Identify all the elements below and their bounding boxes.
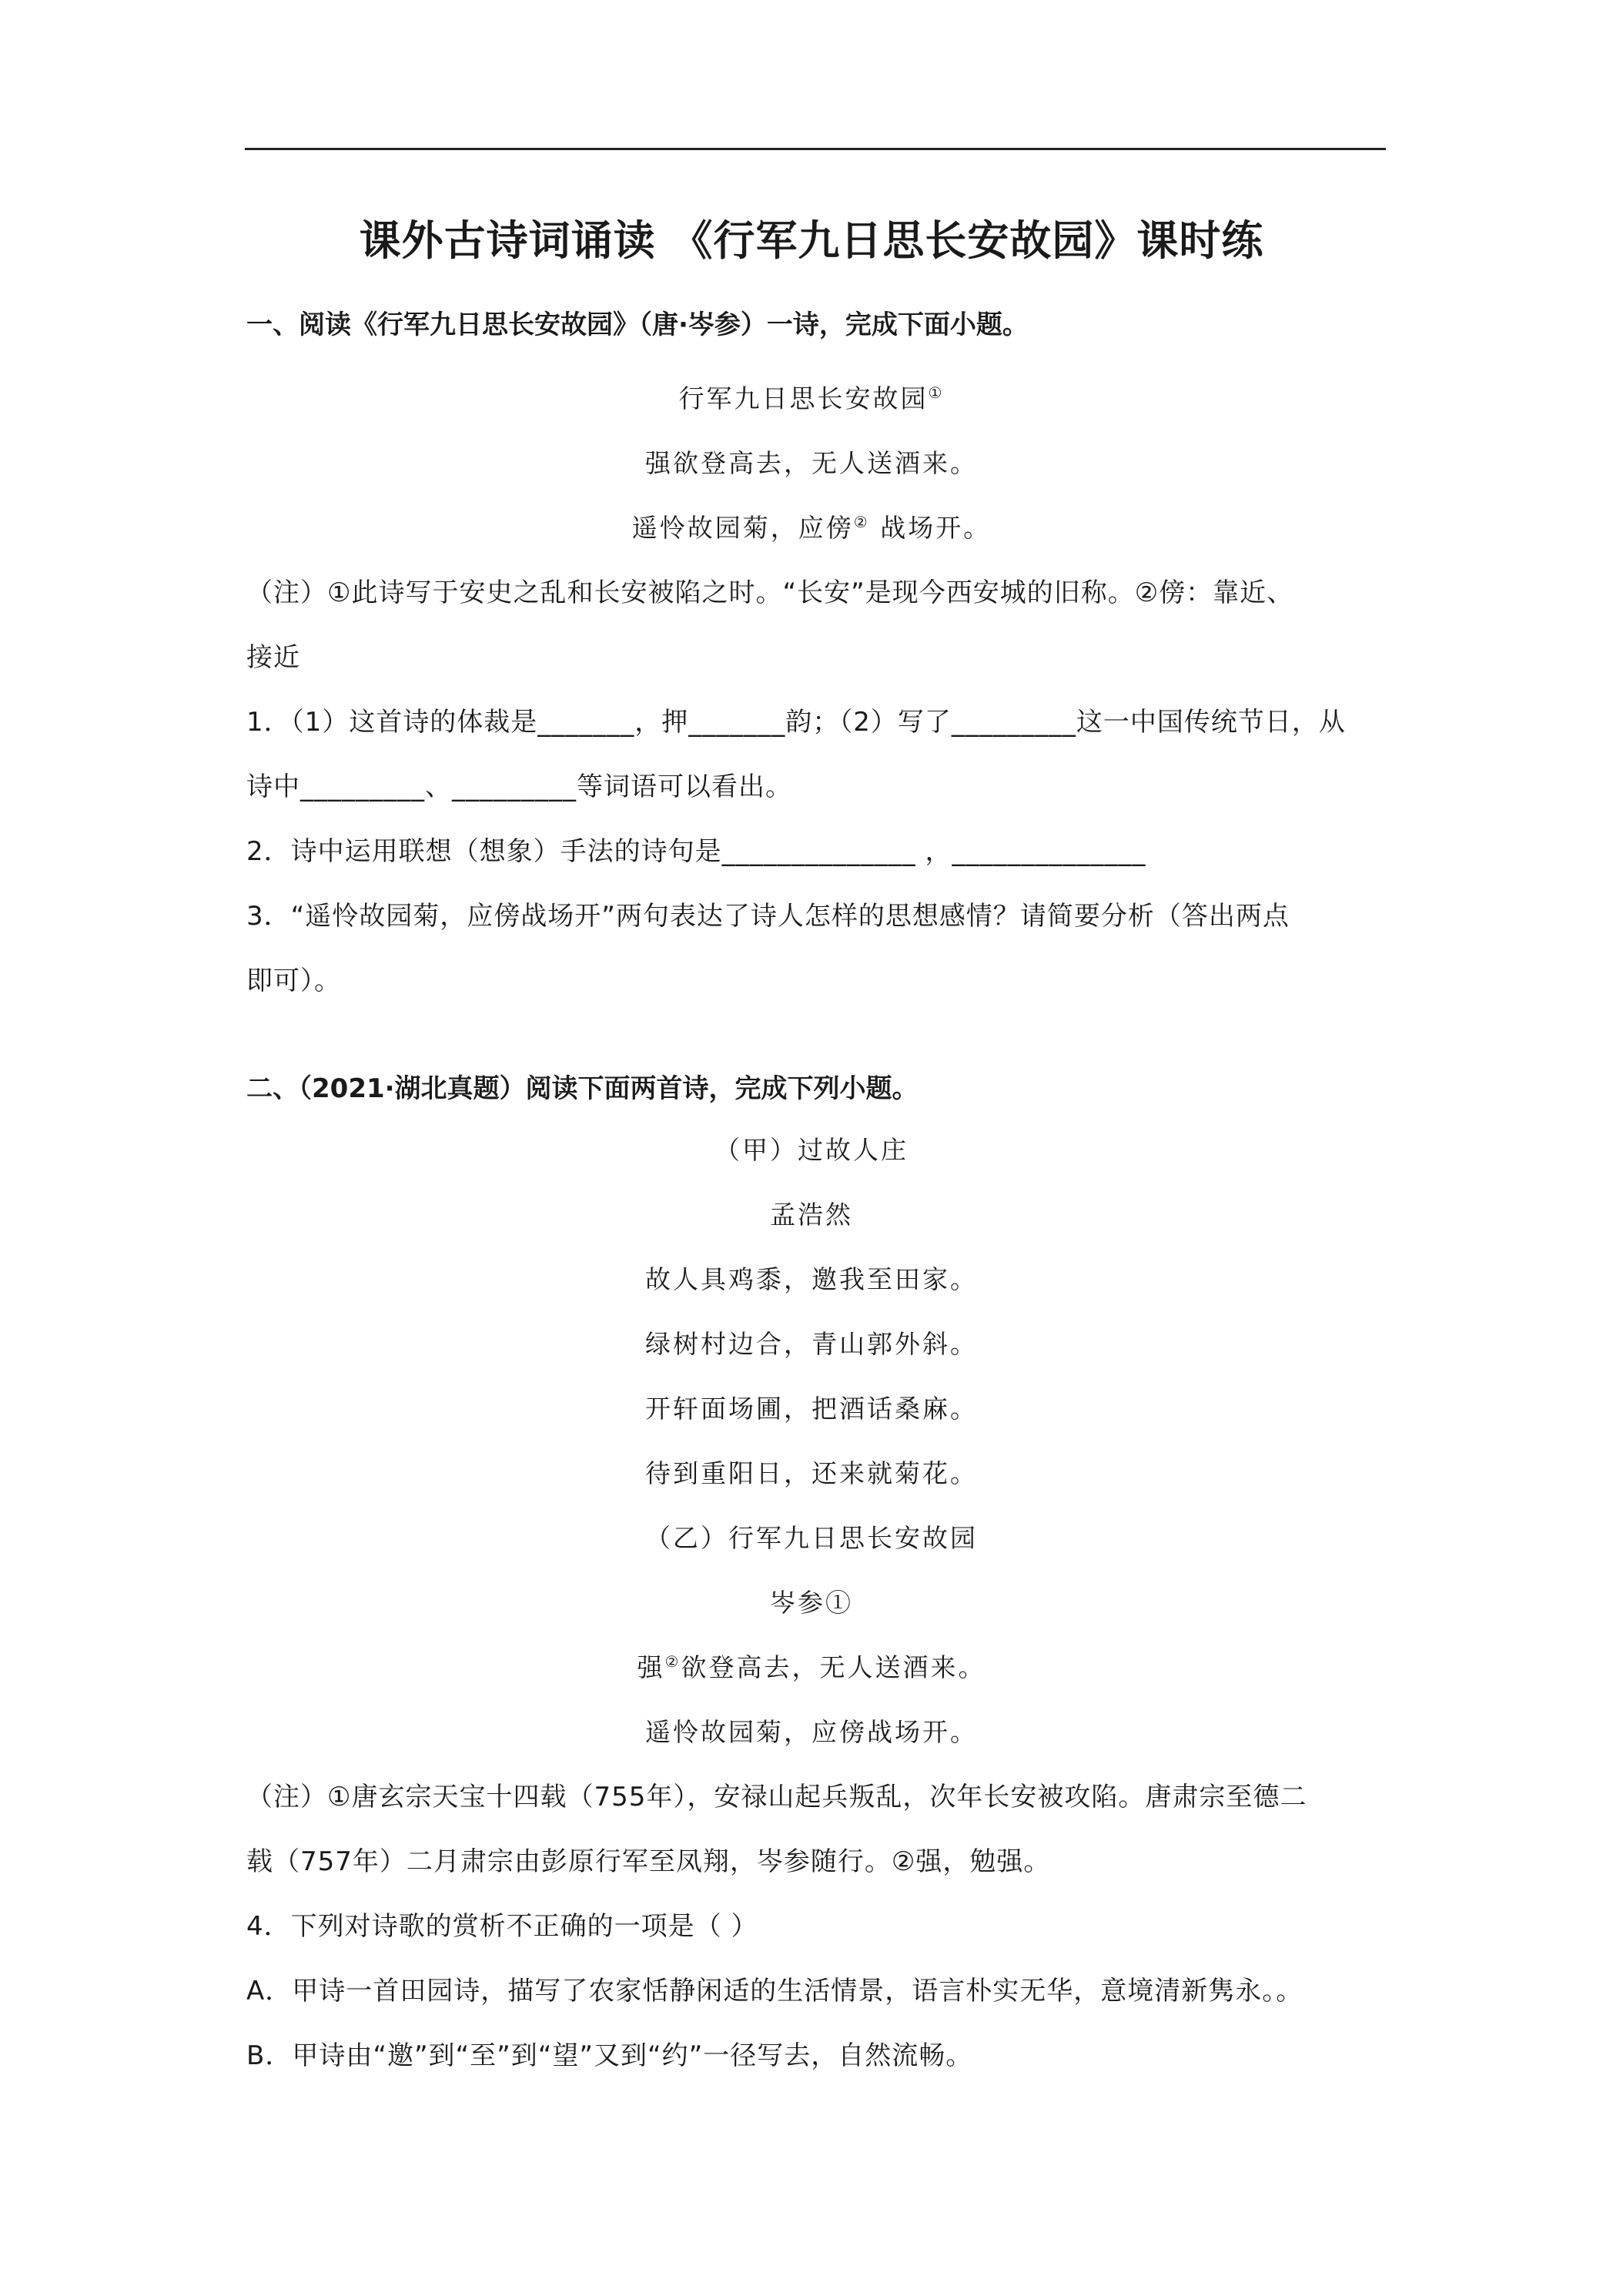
section2-heading: 二、（2021·湖北真题）阅读下面两首诗，完成下列小题。 — [246, 1073, 919, 1104]
footnote-mark: ① — [928, 383, 945, 402]
question-1-line2: 诗中_________、_________等词语可以看出。 — [246, 771, 792, 802]
poem-b-title: （乙）行军九日思长安故园 — [645, 1523, 978, 1553]
option-a: A．甲诗一首田园诗，描写了农家恬静闲适的生活情景，语言朴实无华，意境清新隽永。。 — [246, 1976, 1303, 2006]
poem-b-line2: 遥怜故园菊，应傍战场开。 — [645, 1717, 978, 1747]
poem1-title: 行军九日思长安故园① — [678, 383, 945, 413]
question-4: 4．下列对诗歌的赏析不正确的一项是（ ） — [246, 1911, 758, 1942]
note1-line1: （注）①此诗写于安史之乱和长安被陷之时。“长安”是现今西安城的旧称。②傍：靠近、 — [246, 577, 1294, 608]
poem-b-author: 岑参① — [770, 1588, 853, 1618]
footnote-mark: ① — [825, 1588, 853, 1618]
question-2: 2．诗中运用联想（想象）手法的诗句是______________ ，______________ — [246, 836, 1146, 867]
note2-line1: （注）①唐玄宗天宝十四载（755年），安禄山起兵叛乱，次年长安被攻陷。唐肃宗至德二 — [246, 1782, 1307, 1812]
poem-a-line3: 开轩面场圃，把酒话桑麻。 — [645, 1394, 978, 1424]
question-1-line1: 1．（1）这首诗的体裁是_______，押_______韵；（2）写了_________这一中国传统节日，从 — [246, 707, 1346, 738]
poem-a-line2: 绿树村边合，青山郭外斜。 — [645, 1329, 978, 1359]
option-b: B．甲诗由“邀”到“至”到“望”又到“约”一径写去，自然流畅。 — [246, 2040, 973, 2071]
poem1-line2: 遥怜故园菊，应傍② 战场开。 — [631, 513, 992, 543]
question-3-line2: 即可）。 — [246, 966, 341, 996]
footnote-mark: ② — [664, 1652, 681, 1671]
poem-a-author: 孟浩然 — [770, 1200, 853, 1230]
poem1-line1: 强欲登高去，无人送酒来。 — [645, 448, 978, 478]
page-title: 课外古诗词诵读 《行军九日思长安故园》课时练 — [359, 216, 1264, 265]
poem-a-line4: 待到重阳日，还来就菊花。 — [645, 1458, 978, 1488]
poem-a-title: （甲）过故人庄 — [714, 1135, 909, 1165]
footnote-mark: ② — [853, 513, 870, 531]
note1-line2: 接近 — [246, 642, 300, 673]
poem-a-line1: 故人具鸡黍，邀我至田家。 — [645, 1264, 978, 1294]
header-rule — [245, 148, 1386, 150]
section1-heading: 一、阅读《行军九日思长安故园》（唐·岑参）一诗，完成下面小题。 — [246, 310, 1029, 340]
question-3-line1: 3．“遥怜故园菊，应傍战场开”两句表达了诗人怎样的思想感情？请简要分析（答出两点 — [246, 901, 1290, 932]
poem-b-line1: 强②欲登高去，无人送酒来。 — [637, 1652, 986, 1682]
note2-line2: 载（757年）二月肃宗由彭原行军至凤翔，岑参随行。②强，勉强。 — [246, 1846, 1051, 1877]
